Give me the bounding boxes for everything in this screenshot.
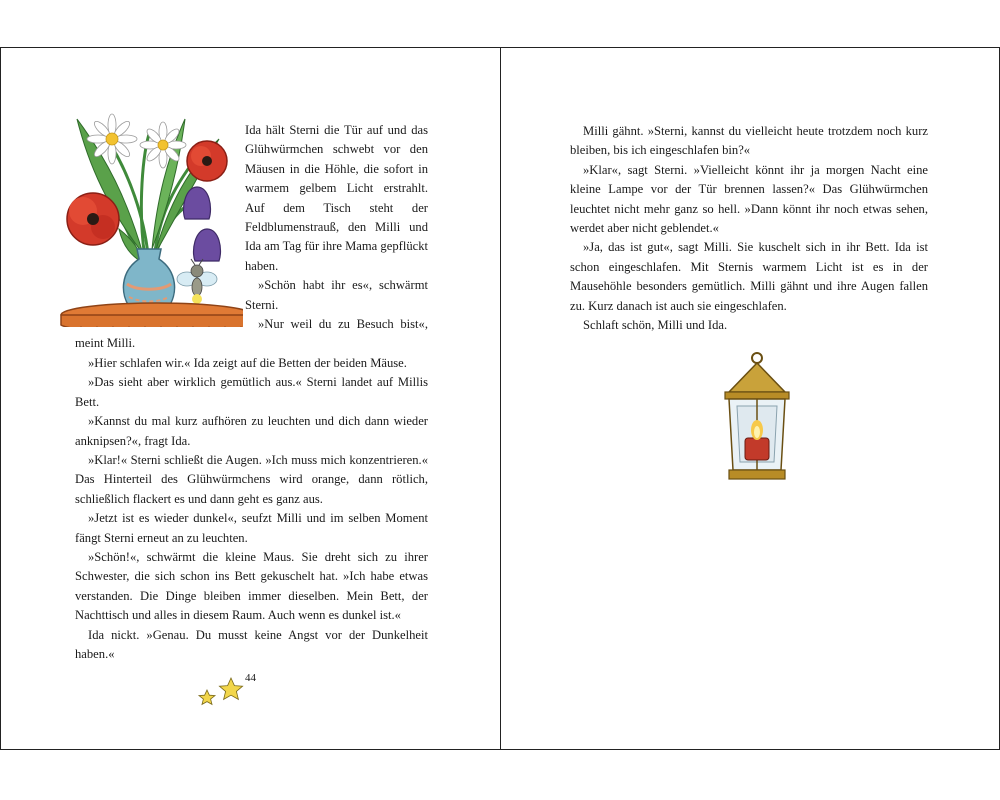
book-spread bbox=[0, 47, 1000, 751]
paragraph: Ida nickt. »Genau. Du musst keine Angst vor der Dunkelheit haben.« bbox=[75, 627, 428, 661]
left-page-text bbox=[75, 121, 428, 664]
paragraph: Milli gähnt. »Sterni, kannst du vielleicht heute trotzdem noch kurz bleiben, bis ich eingeschlafen bin?« bbox=[570, 124, 928, 158]
star-icon bbox=[197, 676, 245, 706]
paragraph: Schlaft schön, Milli und Ida. bbox=[583, 318, 728, 333]
paragraph: »Klar«, sagt Sterni. »Vielleicht könnt ihr ja morgen Nacht eine kleine Lampe vor der Tür brennen lassen?« Das Glühwürmchen leuchtet nicht mehr ganz so hell. »Dann könnt ihr noch etwas sehen, werdet aber nicht geblendet.« bbox=[570, 162, 928, 236]
flower-vase-illustration bbox=[57, 79, 243, 327]
right-page bbox=[500, 47, 1000, 750]
paragraph: Ida hält Sterni die Tür auf und das Glühwürmchen schwebt vor den Mäusen in die Höhle, die sofort in warmem gelbem Licht erstrahlt. Auf dem Tisch steht der Feldblumenstrauß, den Milli und Ida am Tag für ihre Mama gepflückt haben. bbox=[245, 123, 428, 273]
paragraph: »Hier schlafen wir.« Ida zeigt auf die Betten der beiden Mäuse. bbox=[88, 355, 407, 370]
paragraph: »Schön habt ihr es«, schwärmt Sterni. bbox=[245, 278, 428, 312]
paragraph: »Nur weil du zu Besuch bist«, meint Milli. bbox=[75, 317, 428, 351]
paragraph: »Kannst du mal kurz aufhören zu leuchten und dich dann wieder anknipsen?«, fragt Ida. bbox=[75, 414, 428, 448]
paragraph: »Ja, das ist gut«, sagt Milli. Sie kuschelt sich in ihr Bett. Ida ist schon eingeschlafen. Mit Sternis warmem Licht ist es in der Mausehöhle besonders gemütlich. Milli gähnt und ihre Augen fallen zu. Kurz danach ist auch sie eingeschlafen. bbox=[570, 240, 928, 313]
left-page bbox=[0, 47, 501, 750]
paragraph: »Jetzt ist es wieder dunkel«, seufzt Milli und im selben Moment fängt Sterni erneut an zu leuchten. bbox=[75, 511, 428, 545]
paragraph: »Das sieht aber wirklich gemütlich aus.« Sterni landet auf Millis Bett. bbox=[75, 375, 428, 409]
lantern-illustration bbox=[717, 350, 797, 488]
paragraph: »Schön!«, schwärmt die kleine Maus. Sie dreht sich zu ihrer Schwester, die sich schon ins Bett gekuschelt hat. »Ich habe etwas verstanden. Die Dinge bleiben immer dieselben. Mein Bett, der Nachttisch und alles in diesem Raum. Auch wenn es dunkel ist.« bbox=[75, 549, 428, 623]
right-page-text bbox=[570, 122, 928, 335]
paragraph: »Klar!« Sterni schließt die Augen. »Ich muss mich konzentrieren.« Das Hinterteil des Glühwürmchens wird orange, dann rötlich, schließlich flackert es und dann geht es ganz aus. bbox=[75, 452, 428, 506]
page-number: 44 bbox=[245, 672, 256, 684]
